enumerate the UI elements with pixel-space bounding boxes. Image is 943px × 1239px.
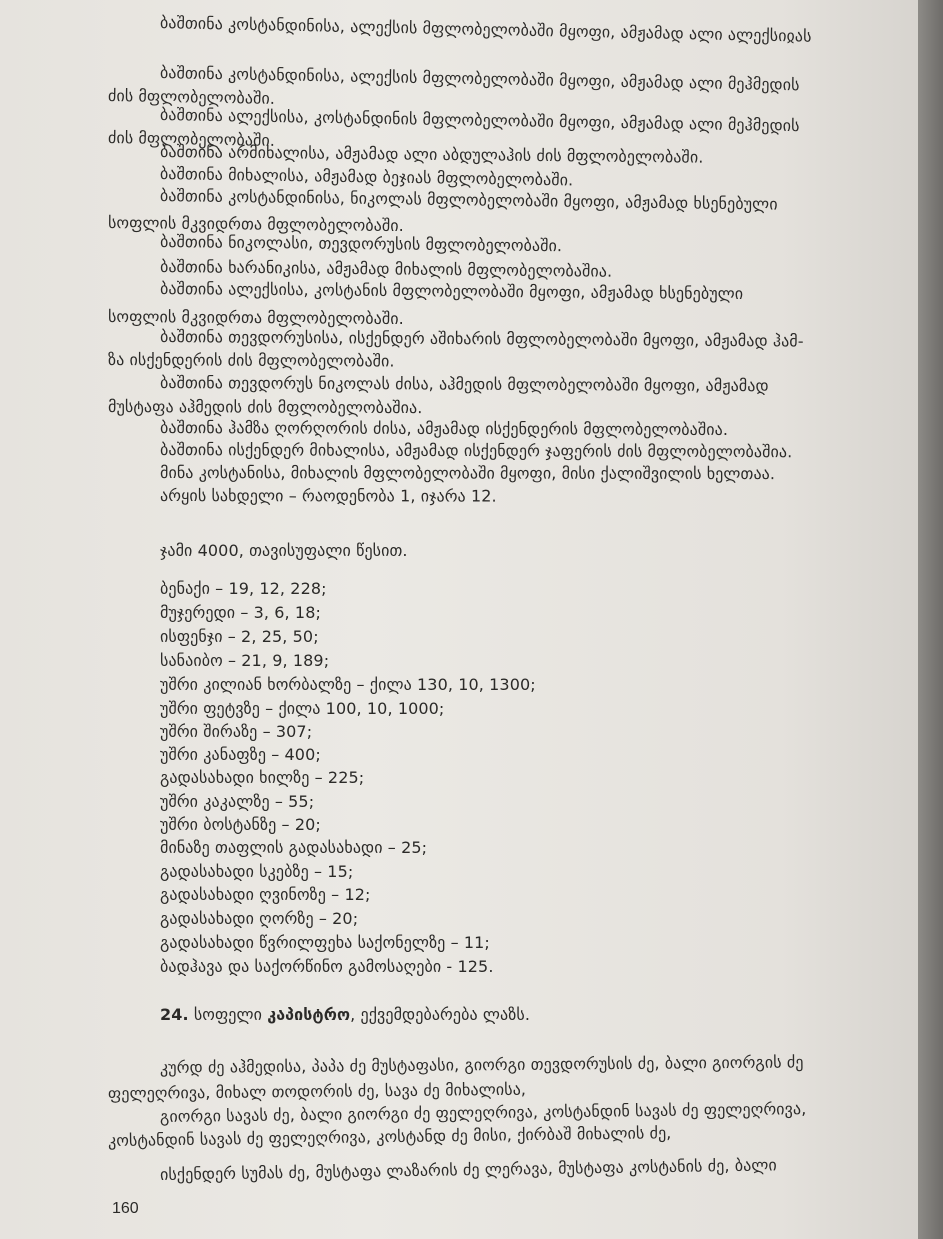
text-line: ბაშთინა ალექსისა, კოსტანდინის მფლობელობაში მყოფი, ამჟამად ალი მეჰმედის — [159, 105, 800, 136]
list-item: ბადჰავა და საქორწინო გამოსაღები - 125. — [160, 957, 494, 976]
list-item: გადასახადი ხილზე – 225; — [160, 768, 365, 787]
list-item: გადასახადი წვრილფეხა საქონელზე – 11; — [160, 933, 490, 952]
section-prefix: სოფელი — [193, 1005, 263, 1024]
section-heading — [160, 1005, 530, 1025]
text-line: ბაშთინა მიხალისა, ამჟამად ბეჯიას მფლობელობაში. — [159, 164, 574, 190]
list-item: გადასახადი ღორზე – 20; — [160, 909, 359, 928]
section-number: 24. — [160, 1005, 189, 1024]
text-line: ფელეღრივა, მიხალ თოდორის ძე, სავა ძე მიხალისა, — [107, 1079, 527, 1103]
text-line: სოფლის მკვიდრთა მფლობელობაში. — [107, 307, 404, 329]
list-item: ბენაქი – 19, 12, 228; — [160, 579, 327, 598]
section-suffix: , ექვემდებარება ლაზს. — [350, 1005, 531, 1024]
text-line: ბაშთინა კოსტანდინისა, ალექსის მფლობელობაში მყოფი, ამჟამად ალი ალექსიჲას — [159, 13, 812, 46]
list-item: უშრი ბოსტანზე – 20; — [160, 815, 321, 834]
list-item: სანაიბო – 21, 9, 189; — [160, 651, 330, 670]
text-line: ბაშთინა არმიხალისა, ამჟამად ალი აბდულაჰის ძის მფლობელობაში. — [159, 142, 704, 167]
text-line: სოფლის მკვიდრთა მფლობელობაში. — [107, 213, 404, 236]
list-item: უშრი კანაფზე – 400; — [160, 745, 321, 764]
list-item: გადასახადი ღვინოზე – 12; — [160, 885, 371, 904]
list-item: უშრი კაკალზე – 55; — [160, 792, 315, 811]
text-line: ისქენდერ სუმას ძე, მუსტაფა ლაზარის ძე ლერავა, მუსტაფა კოსტანის ძე, ბალი — [159, 1155, 778, 1184]
text-line: ბაშთინა ნიკოლასი, თევდორუსის მფლობელობაში. — [159, 232, 563, 256]
text-line: ბაშთინა ხარანიკისა, ამჟამად მიხალის მფლობელობაშია. — [159, 257, 613, 281]
text-line: ბაშთინა თევდორუსისა, ისქენდერ აშიხარის მფლობელობაში მყოფი, ამჟამად ჰამ- — [159, 327, 804, 351]
list-item: უშრი ფეტვზე – ქილა 100, 10, 1000; — [160, 699, 445, 718]
total-line: ჯამი 4000, თავისუფალი წესით. — [160, 541, 408, 560]
list-item: მინაზე თაფლის გადასახადი – 25; — [160, 838, 428, 857]
text-line: ზა ისქენდერის ძის მფლობელობაში. — [107, 350, 395, 371]
text-line: ძის მფლობელობაში. — [107, 86, 276, 108]
list-item: გადასახადი სკებზე – 15; — [160, 862, 354, 881]
section-village-name: კაპისტრო — [267, 1005, 351, 1024]
list-item: უშრი შირაზე – 307; — [160, 722, 313, 741]
text-line: არყის სახდელი – რაოდენობა 1, იჯარა 12. — [159, 486, 497, 506]
text-line: ბაშთინა კოსტანდინისა, ნიკოლას მფლობელობაში მყოფი, ამჟამად ხსენებული — [159, 186, 778, 214]
text-line: კურდ ძე აჰმედისა, პაპა ძე მუსტაფასი, გიორგი თევდორუსის ძე, ბალი გიორგის ძე — [159, 1052, 804, 1077]
list-item: ისფენჯი – 2, 25, 50; — [160, 627, 319, 646]
text-line: მინა კოსტანისა, მიხალის მფლობელობაში მყოფი, მისი ქალიშვილის ხელთაა. — [159, 463, 776, 484]
text-line: გიორგი სავას ძე, ბალი გიორგი ძე ფელეღრივა, კოსტანდინ სავას ძე ფელეღრივა, — [159, 1099, 807, 1126]
text-line: ძის მფლობელობაში. — [107, 128, 276, 150]
list-item: მუჯერედი – 3, 6, 18; — [160, 603, 321, 622]
page-number: 160 — [112, 1200, 139, 1217]
list-item: უშრი კილიან ხორბალზე – ქილა 130, 10, 1300; — [160, 675, 536, 694]
text-line: ბაშთინა ჰამზა ღორღორის ძისა, ამჟამად ისქენდერის მფლობელობაშია. — [159, 418, 729, 439]
text-line: ბაშთინა კოსტანდინისა, ალექსის მფლობელობაში მყოფი, ამჟამად ალი მეჰმედის — [159, 63, 800, 95]
text-line: ბაშთინა თევდორუს ნიკოლას ძისა, აჰმედის მფლობელობაში მყოფი, ამჟამად — [159, 373, 769, 396]
text-line: ბაშთინა ისქენდერ მიხალისა, ამჟამად ისქენდერ ჯაფერის ძის მფლობელობაშია. — [159, 440, 793, 462]
text-line: მუსტაფა აჰმედის ძის მფლობელობაშია. — [107, 397, 423, 418]
text-line: ბაშთინა ალექსისა, კოსტანის მფლობელობაში მყოფი, ამჟამად ხსენებული — [159, 279, 744, 304]
book-edge — [918, 0, 943, 1239]
text-line: კოსტანდინ სავას ძე ფელეღრივა, კოსტანდ ძე მისი, ქირბაშ მიხალის ძე, — [107, 1123, 672, 1150]
